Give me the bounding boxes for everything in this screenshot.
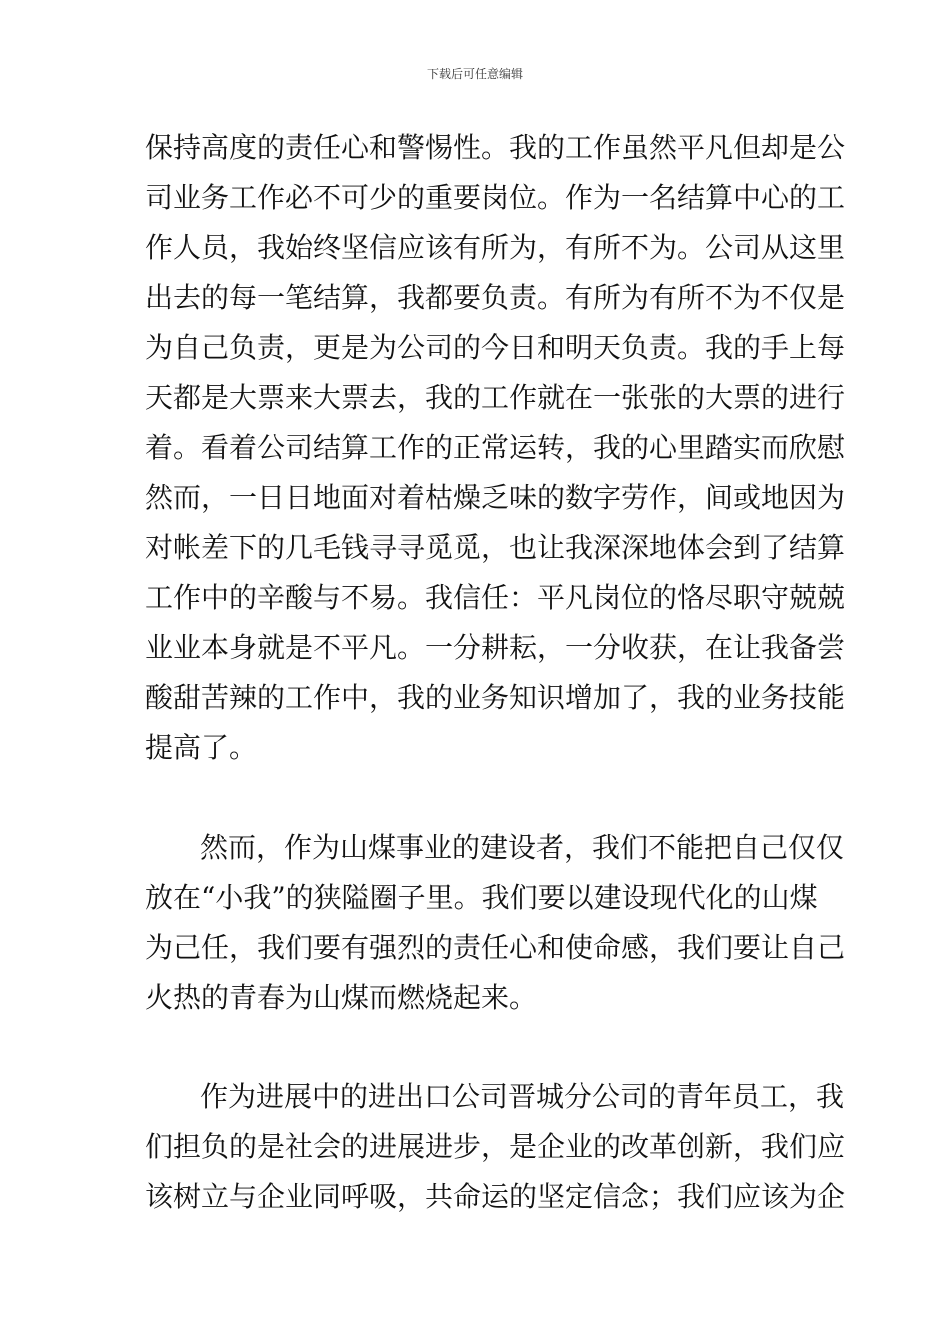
paragraph-1-line-2: 司业务工作必不可少的重要岗位。作为一名结算中心的工 xyxy=(145,181,846,214)
paragraph-1-line-1: 保持高度的责任心和警惕性。我的工作虽然平凡但却是公 xyxy=(145,131,846,164)
paragraph-2-line-4: 火热的青春为山煤而燃烧起来。 xyxy=(145,981,538,1014)
paragraph-2-line-1: 然而，作为山煤事业的建设者，我们不能把自己仅仅 xyxy=(200,831,845,864)
paragraph-3-line-2: 们担负的是社会的进展进步，是企业的改革创新，我们应 xyxy=(145,1130,846,1163)
paragraph-3-line-3: 该树立与企业同呼吸，共命运的坚定信念；我们应该为企 xyxy=(145,1180,846,1213)
paragraph-1-line-4: 出去的每一笔结算，我都要负责。有所为有所不为不仅是 xyxy=(145,281,846,314)
paragraph-1-line-11: 业业本身就是不平凡。一分耕耘，一分收获，在让我备尝 xyxy=(145,631,846,664)
paragraph-1-line-10: 工作中的辛酸与不易。我信任：平凡岗位的恪尽职守兢兢 xyxy=(145,581,846,614)
paragraph-2-line-3: 为己任，我们要有强烈的责任心和使命感，我们要让自己 xyxy=(145,931,846,964)
paragraph-1-line-5: 为自己负责，更是为公司的今日和明天负责。我的手上每 xyxy=(145,331,846,364)
paragraph-1-line-6: 天都是大票来大票去，我的工作就在一张张的大票的进行 xyxy=(145,381,846,414)
paragraph-1-line-3: 作人员，我始终坚信应该有所为，有所不为。公司从这里 xyxy=(145,231,846,264)
paragraph-1-line-9: 对帐差下的几毛钱寻寻觅觅，也让我深深地体会到了结算 xyxy=(145,531,846,564)
paragraph-3-line-1: 作为进展中的进出口公司晋城分公司的青年员工，我 xyxy=(200,1080,845,1113)
page-header: 下载后可任意编辑 xyxy=(426,67,523,81)
paragraph-1-line-13: 提高了。 xyxy=(145,731,258,764)
paragraph-1-line-7: 着。看着公司结算工作的正常运转，我的心里踏实而欣慰 xyxy=(145,431,846,464)
paragraph-1-line-12: 酸甜苦辣的工作中，我的业务知识增加了，我的业务技能 xyxy=(145,681,846,714)
paragraph-1-line-8: 然而，一日日地面对着枯燥乏味的数字劳作，间或地因为 xyxy=(145,481,846,514)
paragraph-2-line-2: 放在“小我”的狭隘圈子里。我们要以建设现代化的山煤 xyxy=(145,881,818,914)
